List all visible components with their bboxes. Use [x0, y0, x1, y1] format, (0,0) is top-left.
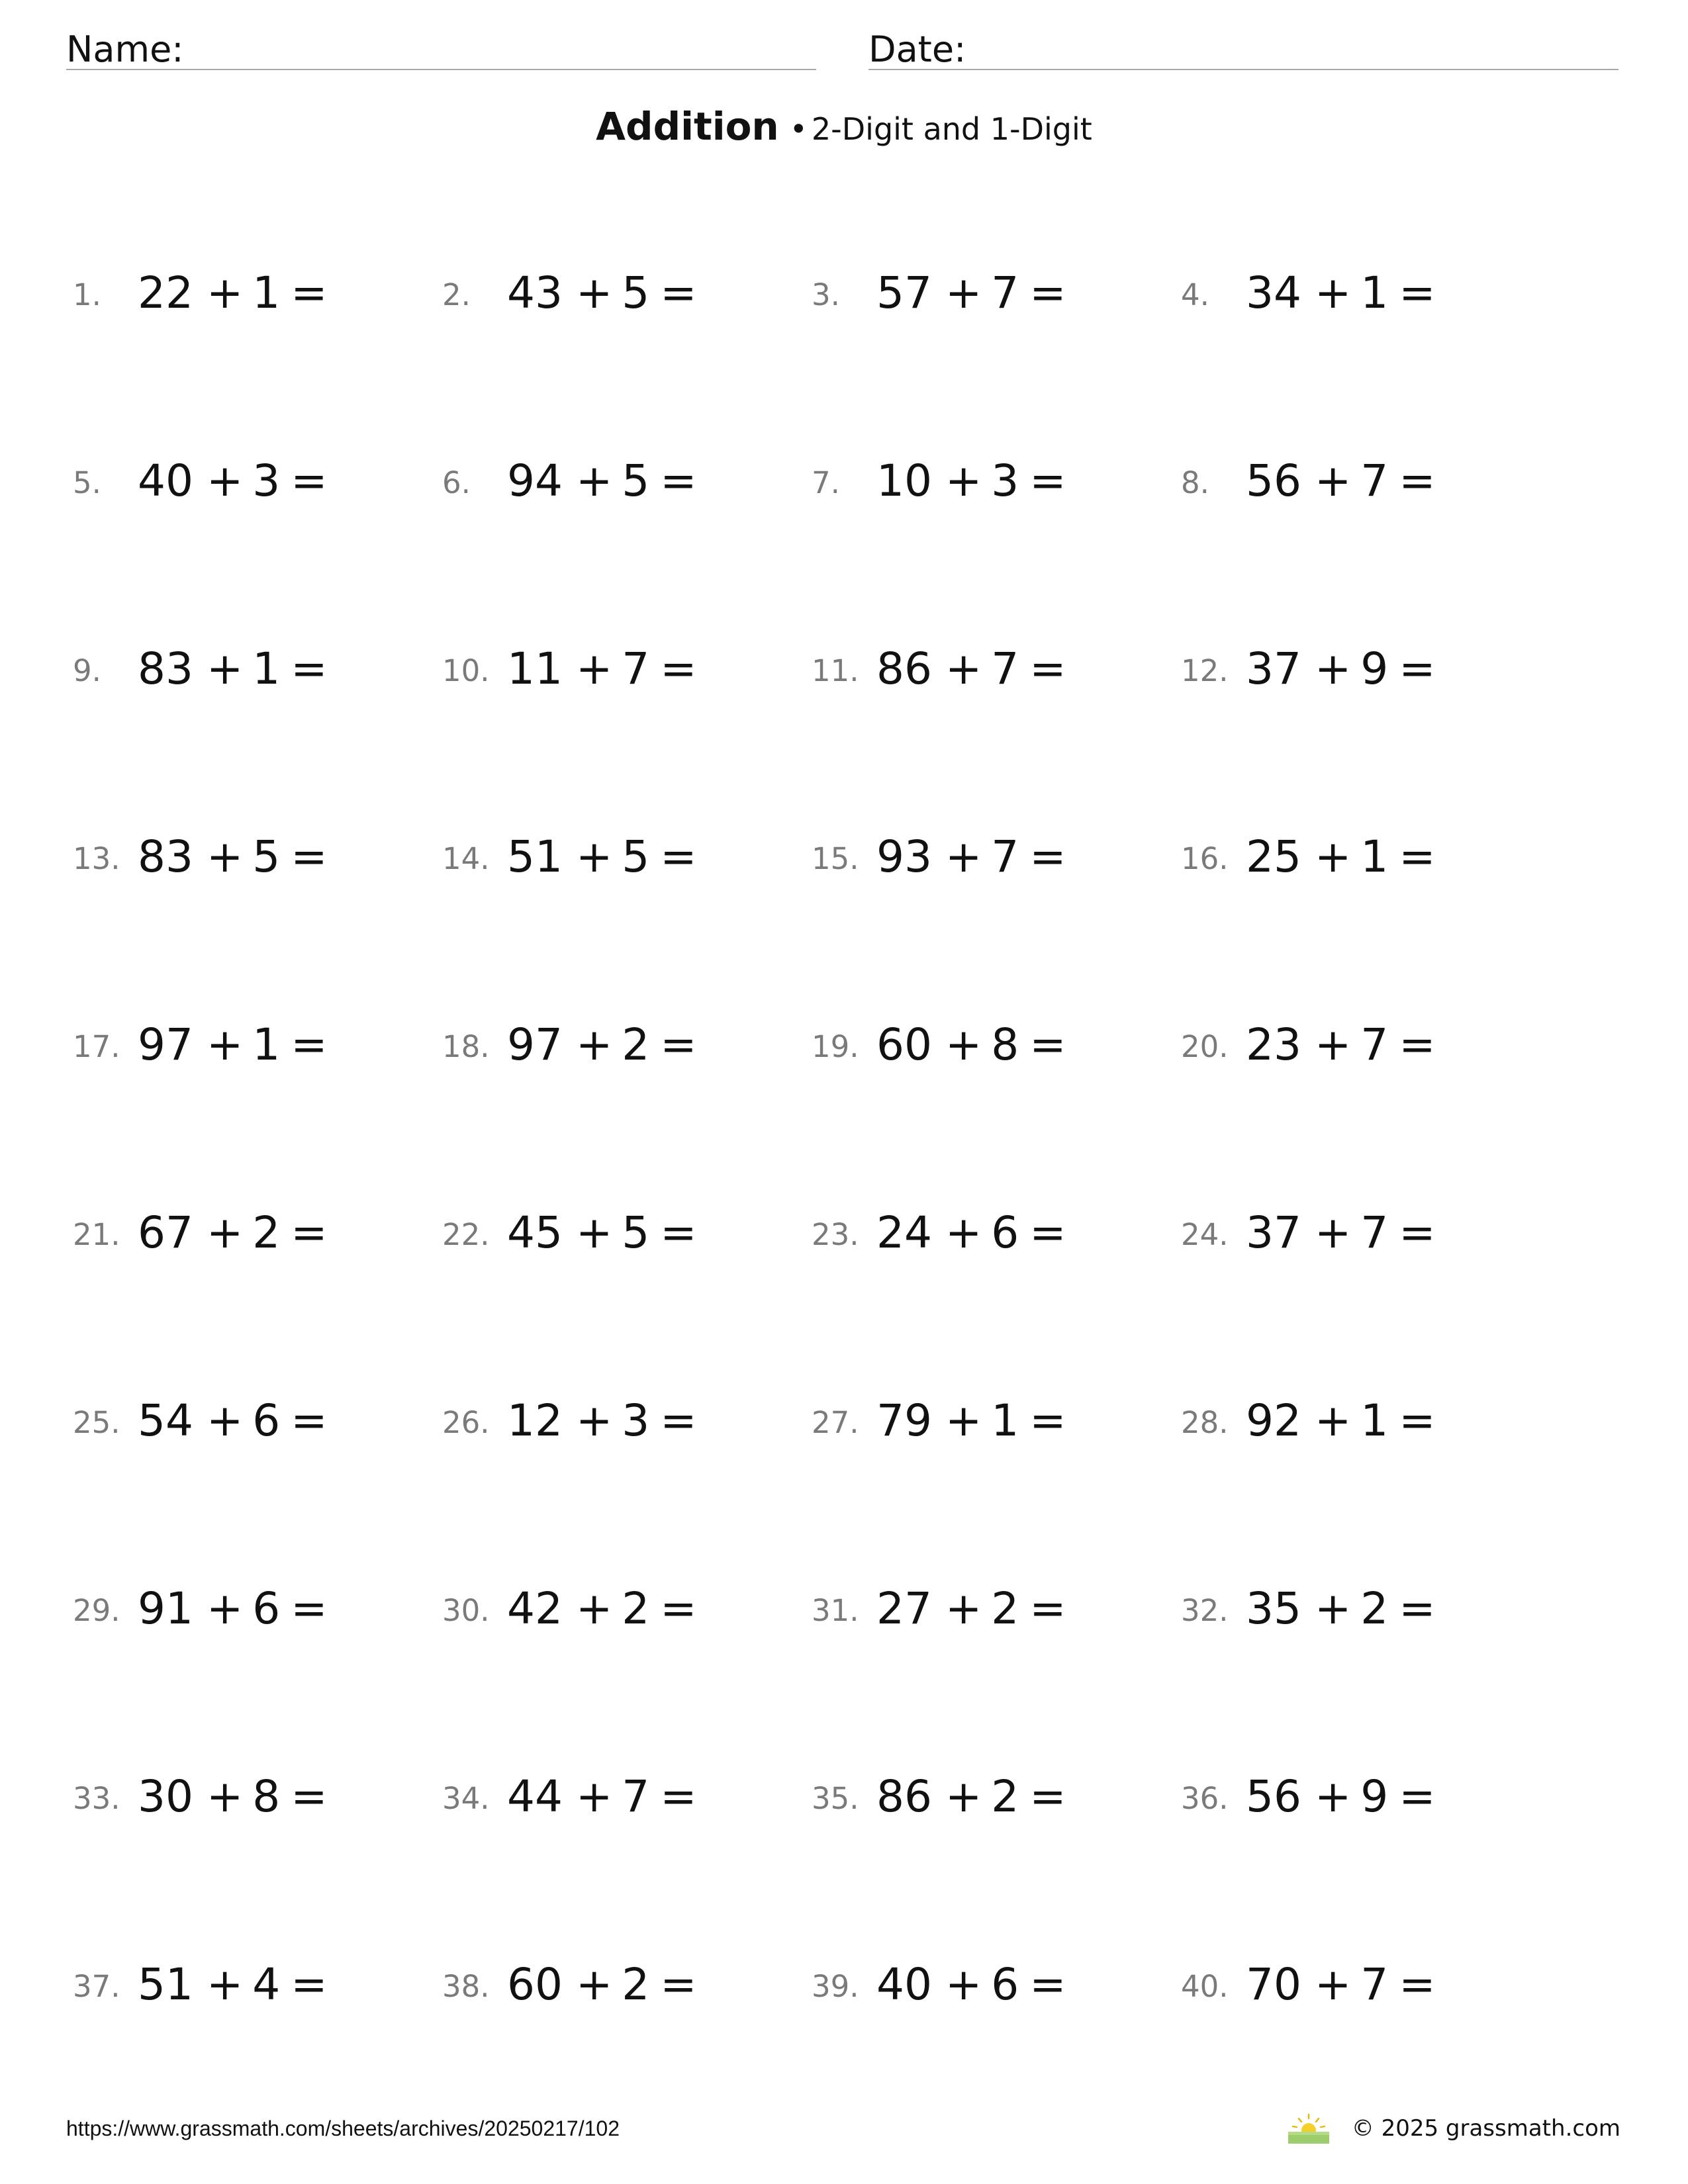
problem-number: 39.	[812, 1969, 859, 2004]
problem-item	[812, 635, 1182, 695]
problem-expression	[1246, 1959, 1436, 2010]
problem-expression	[1246, 1771, 1436, 1822]
addend-a: 11	[507, 643, 563, 694]
problem-item	[812, 823, 1182, 883]
equals-sign: =	[1399, 831, 1436, 882]
plus-sign: +	[1314, 643, 1352, 694]
equals-sign: =	[1029, 1019, 1066, 1070]
addend-b: 5	[622, 1207, 650, 1258]
addend-b: 1	[1360, 267, 1389, 318]
addend-b: 5	[252, 831, 281, 882]
equals-sign: =	[660, 1959, 697, 2010]
problem-item	[73, 1011, 444, 1071]
plus-sign: +	[945, 1771, 982, 1822]
problem-number: 4.	[1181, 277, 1209, 312]
addend-a: 42	[507, 1583, 563, 1634]
plus-sign: +	[206, 1395, 244, 1446]
title-subtitle: 2-Digit and 1-Digit	[811, 111, 1092, 147]
problem-item	[73, 1387, 444, 1447]
plus-sign: +	[206, 267, 244, 318]
problem-number: 26.	[442, 1405, 490, 1440]
addend-b: 2	[1360, 1583, 1389, 1634]
addend-a: 34	[1246, 267, 1301, 318]
plus-sign: +	[1314, 267, 1352, 318]
problem-item	[812, 1199, 1182, 1259]
addend-b: 1	[252, 1019, 281, 1070]
addend-a: 83	[138, 831, 193, 882]
problem-item	[1181, 635, 1552, 695]
addend-b: 8	[991, 1019, 1019, 1070]
problem-number: 17.	[73, 1029, 120, 1064]
addend-a: 56	[1246, 455, 1301, 506]
problem-number: 11.	[812, 653, 859, 688]
problem-expression	[1246, 455, 1436, 506]
plus-sign: +	[945, 1583, 982, 1634]
addend-a: 45	[507, 1207, 563, 1258]
problem-number: 23.	[812, 1217, 859, 1252]
problem-item	[73, 635, 444, 695]
problem-item	[73, 823, 444, 883]
equals-sign: =	[1399, 1019, 1436, 1070]
addend-b: 1	[1360, 1395, 1389, 1446]
equals-sign: =	[660, 1771, 697, 1822]
addend-b: 7	[622, 1771, 650, 1822]
addend-b: 5	[622, 831, 650, 882]
equals-sign: =	[1399, 1395, 1436, 1446]
addend-a: 37	[1246, 643, 1301, 694]
addend-a: 92	[1246, 1395, 1301, 1446]
addend-a: 43	[507, 267, 563, 318]
problem-item	[1181, 1199, 1552, 1259]
problem-item	[442, 259, 813, 319]
plus-sign: +	[206, 643, 244, 694]
addend-a: 94	[507, 455, 563, 506]
addend-b: 8	[252, 1771, 281, 1822]
problem-number: 15.	[812, 841, 859, 876]
equals-sign: =	[291, 267, 328, 318]
addend-a: 37	[1246, 1207, 1301, 1258]
equals-sign: =	[1399, 1771, 1436, 1822]
problem-number: 36.	[1181, 1781, 1229, 1816]
plus-sign: +	[945, 1019, 982, 1070]
equals-sign: =	[1399, 267, 1436, 318]
equals-sign: =	[291, 1959, 328, 2010]
problem-item	[442, 1951, 813, 2011]
problem-expression	[1246, 1207, 1436, 1258]
addend-a: 27	[876, 1583, 932, 1634]
addend-a: 97	[138, 1019, 193, 1070]
problem-number: 35.	[812, 1781, 859, 1816]
plus-sign: +	[945, 1959, 982, 2010]
problem-number: 16.	[1181, 841, 1229, 876]
addend-a: 86	[876, 1771, 932, 1822]
problem-number: 6.	[442, 465, 471, 500]
addend-a: 79	[876, 1395, 932, 1446]
problem-item	[442, 1387, 813, 1447]
problem-number: 40.	[1181, 1969, 1229, 2004]
problem-item	[1181, 259, 1552, 319]
problem-expression	[507, 455, 697, 506]
name-label: Name:	[66, 28, 184, 70]
problem-expression	[507, 1395, 697, 1446]
plus-sign: +	[206, 1207, 244, 1258]
problem-item	[812, 1011, 1182, 1071]
addend-a: 97	[507, 1019, 563, 1070]
addend-b: 5	[622, 455, 650, 506]
addend-a: 60	[876, 1019, 932, 1070]
addend-b: 6	[991, 1959, 1019, 2010]
addend-b: 1	[252, 267, 281, 318]
problem-expression	[876, 1395, 1066, 1446]
addend-b: 2	[252, 1207, 281, 1258]
addend-b: 3	[991, 455, 1019, 506]
addend-b: 5	[622, 267, 650, 318]
addend-a: 60	[507, 1959, 563, 2010]
problem-number: 24.	[1181, 1217, 1229, 1252]
addend-a: 22	[138, 267, 193, 318]
problem-expression	[138, 1771, 328, 1822]
addend-a: 40	[876, 1959, 932, 2010]
addend-a: 67	[138, 1207, 193, 1258]
addend-a: 93	[876, 831, 932, 882]
problem-number: 31.	[812, 1593, 859, 1628]
problem-expression	[876, 1207, 1066, 1258]
problem-expression	[1246, 831, 1436, 882]
addend-a: 54	[138, 1395, 193, 1446]
problem-expression	[138, 643, 328, 694]
problem-number: 9.	[73, 653, 101, 688]
problem-expression	[507, 1771, 697, 1822]
problem-item	[812, 259, 1182, 319]
problem-item	[73, 1199, 444, 1259]
addend-b: 2	[622, 1959, 650, 2010]
problem-item	[73, 447, 444, 507]
problem-expression	[138, 455, 328, 506]
plus-sign: +	[575, 1019, 613, 1070]
addend-b: 7	[991, 831, 1019, 882]
addend-b: 7	[1360, 1959, 1389, 2010]
problem-item	[812, 447, 1182, 507]
problem-expression	[138, 1019, 328, 1070]
date-label: Date:	[868, 28, 966, 70]
addend-a: 57	[876, 267, 932, 318]
problem-expression	[138, 1583, 328, 1634]
equals-sign: =	[291, 1583, 328, 1634]
grass-sun-logo-icon	[1286, 2113, 1332, 2144]
plus-sign: +	[575, 1207, 613, 1258]
addend-a: 56	[1246, 1771, 1301, 1822]
title-main: Addition	[596, 104, 779, 149]
name-field[interactable]	[66, 25, 816, 70]
equals-sign: =	[1399, 1959, 1436, 2010]
equals-sign: =	[291, 1207, 328, 1258]
addend-a: 24	[876, 1207, 932, 1258]
addend-b: 6	[252, 1395, 281, 1446]
addend-b: 4	[252, 1959, 281, 2010]
plus-sign: +	[945, 267, 982, 318]
plus-sign: +	[575, 1395, 613, 1446]
copyright-text: © 2025 grassmath.com	[1351, 2115, 1620, 2142]
problem-item	[73, 1951, 444, 2011]
addend-b: 9	[1360, 1771, 1389, 1822]
problem-number: 33.	[73, 1781, 120, 1816]
equals-sign: =	[291, 1395, 328, 1446]
addend-a: 30	[138, 1771, 193, 1822]
problem-expression	[876, 267, 1066, 318]
equals-sign: =	[660, 1207, 697, 1258]
plus-sign: +	[206, 831, 244, 882]
problem-expression	[138, 1959, 328, 2010]
problem-item	[812, 1951, 1182, 2011]
plus-sign: +	[575, 455, 613, 506]
problem-expression	[507, 1583, 697, 1634]
equals-sign: =	[291, 455, 328, 506]
problem-item	[812, 1387, 1182, 1447]
plus-sign: +	[1314, 1207, 1352, 1258]
problem-number: 19.	[812, 1029, 859, 1064]
problem-number: 3.	[812, 277, 840, 312]
equals-sign: =	[660, 1395, 697, 1446]
problem-number: 20.	[1181, 1029, 1229, 1064]
addend-b: 9	[1360, 643, 1389, 694]
plus-sign: +	[945, 1395, 982, 1446]
problem-item	[73, 259, 444, 319]
problem-expression	[507, 1019, 697, 1070]
problem-number: 2.	[442, 277, 471, 312]
problem-expression	[1246, 643, 1436, 694]
equals-sign: =	[291, 1771, 328, 1822]
equals-sign: =	[1399, 1207, 1436, 1258]
problem-expression	[507, 1959, 697, 2010]
problem-expression	[507, 831, 697, 882]
plus-sign: +	[206, 455, 244, 506]
plus-sign: +	[945, 1207, 982, 1258]
equals-sign: =	[1029, 1583, 1066, 1634]
plus-sign: +	[575, 267, 613, 318]
problem-number: 7.	[812, 465, 840, 500]
problem-number: 22.	[442, 1217, 490, 1252]
problem-expression	[138, 1207, 328, 1258]
problem-item	[73, 1763, 444, 1823]
problem-expression	[876, 643, 1066, 694]
problem-item	[1181, 1011, 1552, 1071]
problem-item	[1181, 1763, 1552, 1823]
addend-b: 7	[622, 643, 650, 694]
equals-sign: =	[291, 643, 328, 694]
problem-number: 32.	[1181, 1593, 1229, 1628]
equals-sign: =	[1029, 831, 1066, 882]
problem-item	[442, 1763, 813, 1823]
addend-b: 7	[991, 267, 1019, 318]
addend-b: 1	[1360, 831, 1389, 882]
problem-expression	[1246, 1395, 1436, 1446]
addend-a: 10	[876, 455, 932, 506]
plus-sign: +	[945, 831, 982, 882]
problem-item	[442, 447, 813, 507]
addend-b: 6	[991, 1207, 1019, 1258]
addend-a: 44	[507, 1771, 563, 1822]
plus-sign: +	[1314, 1583, 1352, 1634]
problem-expression	[138, 267, 328, 318]
problem-number: 29.	[73, 1593, 120, 1628]
addend-b: 7	[991, 643, 1019, 694]
equals-sign: =	[1029, 1395, 1066, 1446]
equals-sign: =	[1399, 1583, 1436, 1634]
problem-number: 1.	[73, 277, 101, 312]
addend-b: 7	[1360, 1019, 1389, 1070]
plus-sign: +	[575, 643, 613, 694]
problem-expression	[876, 1019, 1066, 1070]
addend-b: 2	[622, 1583, 650, 1634]
problem-number: 10.	[442, 653, 490, 688]
equals-sign: =	[1399, 455, 1436, 506]
problem-expression	[507, 267, 697, 318]
problem-expression	[876, 1771, 1066, 1822]
addend-a: 86	[876, 643, 932, 694]
equals-sign: =	[1029, 1771, 1066, 1822]
addend-b: 1	[252, 643, 281, 694]
addend-b: 3	[252, 455, 281, 506]
addend-b: 2	[991, 1771, 1019, 1822]
problem-number: 27.	[812, 1405, 859, 1440]
problem-item	[442, 1011, 813, 1071]
addend-b: 7	[1360, 455, 1389, 506]
plus-sign: +	[575, 1771, 613, 1822]
problem-number: 13.	[73, 841, 120, 876]
problem-item	[442, 823, 813, 883]
equals-sign: =	[1029, 1207, 1066, 1258]
plus-sign: +	[206, 1771, 244, 1822]
problem-expression	[138, 1395, 328, 1446]
plus-sign: +	[206, 1019, 244, 1070]
addend-b: 6	[252, 1583, 281, 1634]
problem-item	[442, 1199, 813, 1259]
problem-expression	[876, 455, 1066, 506]
problem-number: 14.	[442, 841, 490, 876]
problem-item	[1181, 1951, 1552, 2011]
plus-sign: +	[1314, 831, 1352, 882]
addend-b: 2	[991, 1583, 1019, 1634]
problem-number: 18.	[442, 1029, 490, 1064]
footer-brand	[1286, 2113, 1620, 2144]
problem-number: 5.	[73, 465, 101, 500]
plus-sign: +	[206, 1959, 244, 2010]
plus-sign: +	[575, 831, 613, 882]
addend-b: 3	[622, 1395, 650, 1446]
addend-b: 2	[622, 1019, 650, 1070]
plus-sign: +	[1314, 1959, 1352, 2010]
footer-url[interactable]: https://www.grassmath.com/sheets/archives/20250217/102	[66, 2116, 620, 2140]
problem-expression	[507, 1207, 697, 1258]
plus-sign: +	[575, 1583, 613, 1634]
addend-a: 91	[138, 1583, 193, 1634]
addend-a: 12	[507, 1395, 563, 1446]
problem-number: 12.	[1181, 653, 1229, 688]
problem-expression	[876, 831, 1066, 882]
equals-sign: =	[660, 267, 697, 318]
addend-a: 35	[1246, 1583, 1301, 1634]
problem-expression	[138, 831, 328, 882]
equals-sign: =	[660, 1583, 697, 1634]
problem-number: 37.	[73, 1969, 120, 2004]
problem-item	[1181, 823, 1552, 883]
problem-expression	[876, 1959, 1066, 2010]
problem-expression	[1246, 1019, 1436, 1070]
problem-expression	[876, 1583, 1066, 1634]
addend-a: 51	[507, 831, 563, 882]
problem-number: 25.	[73, 1405, 120, 1440]
addend-b: 1	[991, 1395, 1019, 1446]
equals-sign: =	[1029, 267, 1066, 318]
addend-a: 25	[1246, 831, 1301, 882]
equals-sign: =	[660, 1019, 697, 1070]
plus-sign: +	[945, 455, 982, 506]
problem-item	[1181, 1387, 1552, 1447]
problem-item	[442, 635, 813, 695]
worksheet-title	[0, 104, 1688, 149]
problem-number: 21.	[73, 1217, 120, 1252]
problem-number: 34.	[442, 1781, 490, 1816]
equals-sign: =	[1029, 643, 1066, 694]
problem-number: 38.	[442, 1969, 490, 2004]
addend-a: 40	[138, 455, 193, 506]
problem-expression	[1246, 1583, 1436, 1634]
equals-sign: =	[660, 455, 697, 506]
problem-item	[73, 1575, 444, 1635]
equals-sign: =	[1029, 455, 1066, 506]
plus-sign: +	[1314, 1395, 1352, 1446]
equals-sign: =	[660, 643, 697, 694]
addend-b: 7	[1360, 1207, 1389, 1258]
plus-sign: +	[575, 1959, 613, 2010]
addend-a: 51	[138, 1959, 193, 2010]
problem-item	[1181, 447, 1552, 507]
plus-sign: +	[1314, 1771, 1352, 1822]
problem-expression	[507, 643, 697, 694]
addend-a: 83	[138, 643, 193, 694]
title-separator: •	[789, 111, 808, 147]
problem-item	[1181, 1575, 1552, 1635]
problem-number: 28.	[1181, 1405, 1229, 1440]
equals-sign: =	[291, 1019, 328, 1070]
date-field[interactable]	[868, 25, 1618, 70]
problem-number: 30.	[442, 1593, 490, 1628]
equals-sign: =	[1029, 1959, 1066, 2010]
problem-number: 8.	[1181, 465, 1209, 500]
problem-item	[812, 1575, 1182, 1635]
addend-a: 23	[1246, 1019, 1301, 1070]
problem-expression	[1246, 267, 1436, 318]
equals-sign: =	[660, 831, 697, 882]
equals-sign: =	[291, 831, 328, 882]
plus-sign: +	[1314, 1019, 1352, 1070]
addend-a: 70	[1246, 1959, 1301, 2010]
problem-item	[442, 1575, 813, 1635]
problem-item	[812, 1763, 1182, 1823]
plus-sign: +	[945, 643, 982, 694]
equals-sign: =	[1399, 643, 1436, 694]
plus-sign: +	[1314, 455, 1352, 506]
plus-sign: +	[206, 1583, 244, 1634]
